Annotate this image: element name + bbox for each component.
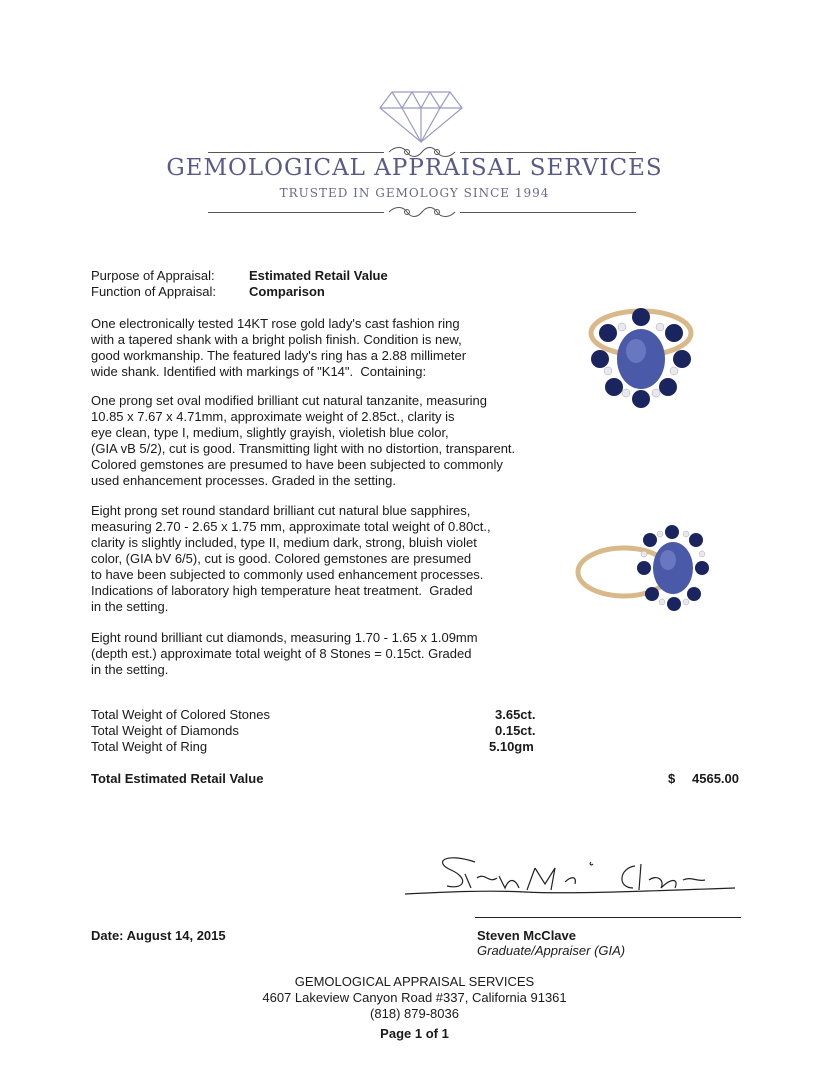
total-ring-label: Total Weight of Ring [91, 739, 208, 754]
signature-image [405, 848, 745, 908]
ring-top-view-image [578, 303, 704, 413]
paragraph-line: Colored gemstones are presumed to have been subjected to commonly [91, 457, 503, 472]
diamond-paragraph [91, 630, 478, 678]
paragraph-line: used enhancement processes. Graded in the setting. [91, 473, 396, 488]
brand-tagline: TRUSTED IN GEMOLOGY SINCE 1994 [279, 186, 550, 200]
description-paragraph [91, 316, 466, 380]
total-ring-value: 5.10gm [489, 739, 534, 754]
ring-side-view-image [572, 518, 712, 618]
header-rule-top-right [460, 152, 636, 153]
footer-phone: (818) 879-8036 [370, 1006, 459, 1021]
header-rule-bottom-left [208, 212, 384, 213]
paragraph-line: 10.85 x 7.67 x 4.71mm, approximate weight of 2.85ct., clarity is [91, 409, 455, 424]
function-label: Function of Appraisal: [91, 284, 217, 299]
total-diamonds-value: 0.15ct. [495, 723, 536, 738]
total-diamonds-label: Total Weight of Diamonds [91, 723, 239, 738]
tanzanite-paragraph [91, 393, 515, 489]
appraiser-name: Steven McClave [477, 928, 576, 943]
purpose-value: Estimated Retail Value [249, 268, 388, 283]
paragraph-line: One prong set oval modified brilliant cut natural tanzanite, measuring [91, 393, 487, 408]
paragraph-line: in the setting. [91, 662, 169, 677]
function-value: Comparison [249, 284, 325, 299]
paragraph-line: eye clean, type I, medium, slightly grayish, violetish blue color, [91, 425, 449, 440]
diamond-logo-icon [378, 88, 464, 144]
paragraph-line: Eight prong set round standard brilliant cut natural blue sapphires, [91, 503, 471, 518]
header-rule-bottom-right [460, 212, 636, 213]
retail-value-label: Total Estimated Retail Value [91, 771, 264, 786]
paragraph-line: (depth est.) approximate total weight of 8 Stones = 0.15ct. Graded [91, 646, 472, 661]
total-colored-value: 3.65ct. [495, 707, 536, 722]
retail-currency: $ [668, 771, 676, 786]
paragraph-line: in the setting. [91, 599, 169, 614]
page-number: Page 1 of 1 [380, 1026, 449, 1041]
paragraph-line: Eight round brilliant cut diamonds, measuring 1.70 - 1.65 x 1.09mm [91, 630, 478, 645]
paragraph-line: One electronically tested 14KT rose gold lady's cast fashion ring [91, 316, 460, 331]
paragraph-line: Indications of laboratory high temperature heat treatment. Graded [91, 583, 473, 598]
paragraph-line: color, (GIA bV 6/5), cut is good. Colored gemstones are presumed [91, 551, 472, 566]
paragraph-line: clarity is slightly included, type II, medium dark, strong, bluish violet [91, 535, 477, 550]
footer-address: 4607 Lakeview Canyon Road #337, California 91361 [262, 990, 567, 1005]
sapphire-paragraph [91, 503, 491, 615]
header-rule-top-left [208, 152, 384, 153]
paragraph-line: with a tapered shank with a bright polish finish. Condition is new, [91, 332, 462, 347]
purpose-label: Purpose of Appraisal: [91, 268, 215, 283]
ornament-scroll-icon [385, 204, 459, 220]
paragraph-line: wide shank. Identified with markings of "K14". Containing: [91, 364, 427, 379]
paragraph-line: to have been subjected to commonly used enhancement processes. [91, 567, 484, 582]
appraiser-title: Graduate/Appraiser (GIA) [477, 943, 626, 958]
brand-name: GEMOLOGICAL APPRAISAL SERVICES [166, 155, 663, 181]
retail-value: 4565.00 [692, 771, 739, 786]
paragraph-line: good workmanship. The featured lady's ring has a 2.88 millimeter [91, 348, 467, 363]
signature-rule [475, 917, 741, 918]
date-label: Date: August 14, 2015 [91, 928, 226, 943]
total-colored-label: Total Weight of Colored Stones [91, 707, 270, 722]
footer-company: GEMOLOGICAL APPRAISAL SERVICES [294, 974, 535, 989]
paragraph-line: measuring 2.70 - 2.65 x 1.75 mm, approximate total weight of 0.80ct., [91, 519, 491, 534]
paragraph-line: (GIA vB 5/2), cut is good. Transmitting light with no distortion, transparent. [91, 441, 516, 456]
